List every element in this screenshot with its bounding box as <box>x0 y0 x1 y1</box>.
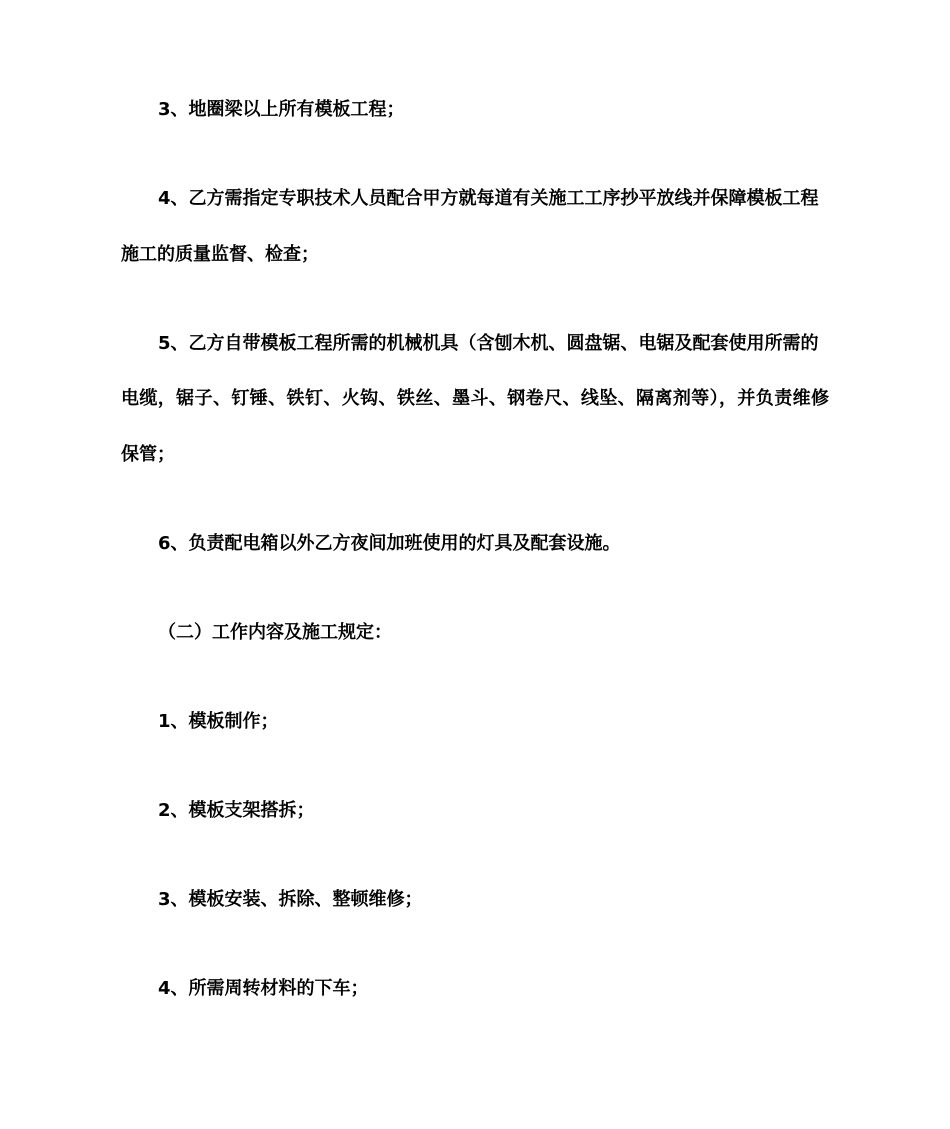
work-item-3: 3、模板安装、拆除、整顿维修； <box>158 889 423 910</box>
item-3-line-1: 3、地圈梁以上所有模板工程； <box>158 99 405 120</box>
work-item-4: 4、所需周转材料的下车； <box>158 978 369 999</box>
item-4-line-2: 施工的质量监督、检查； <box>121 244 319 265</box>
work-item-2: 2、模板支架搭拆； <box>158 800 315 821</box>
item-5-line-1: 5、乙方自带模板工程所需的机械机具（含刨木机、圆盘锯、电锯及配套使用所需的 <box>158 333 819 354</box>
item-4-line-1: 4、乙方需指定专职技术人员配合甲方就每道有关施工工序抄平放线并保障模板工程 <box>158 188 819 209</box>
item-5-line-3: 保管； <box>121 444 175 465</box>
work-item-1: 1、模板制作； <box>158 711 279 732</box>
item-5-line-2: 电缆，锯子、钉锤、铁钉、火钩、铁丝、墨斗、钢卷尺、线坠、隔离剂等），并负责维修 <box>121 388 829 409</box>
item-6-line-1: 6、负责配电箱以外乙方夜间加班使用的灯具及配套设施。 <box>158 533 621 554</box>
section-heading: （二）工作内容及施工规定： <box>158 622 392 643</box>
